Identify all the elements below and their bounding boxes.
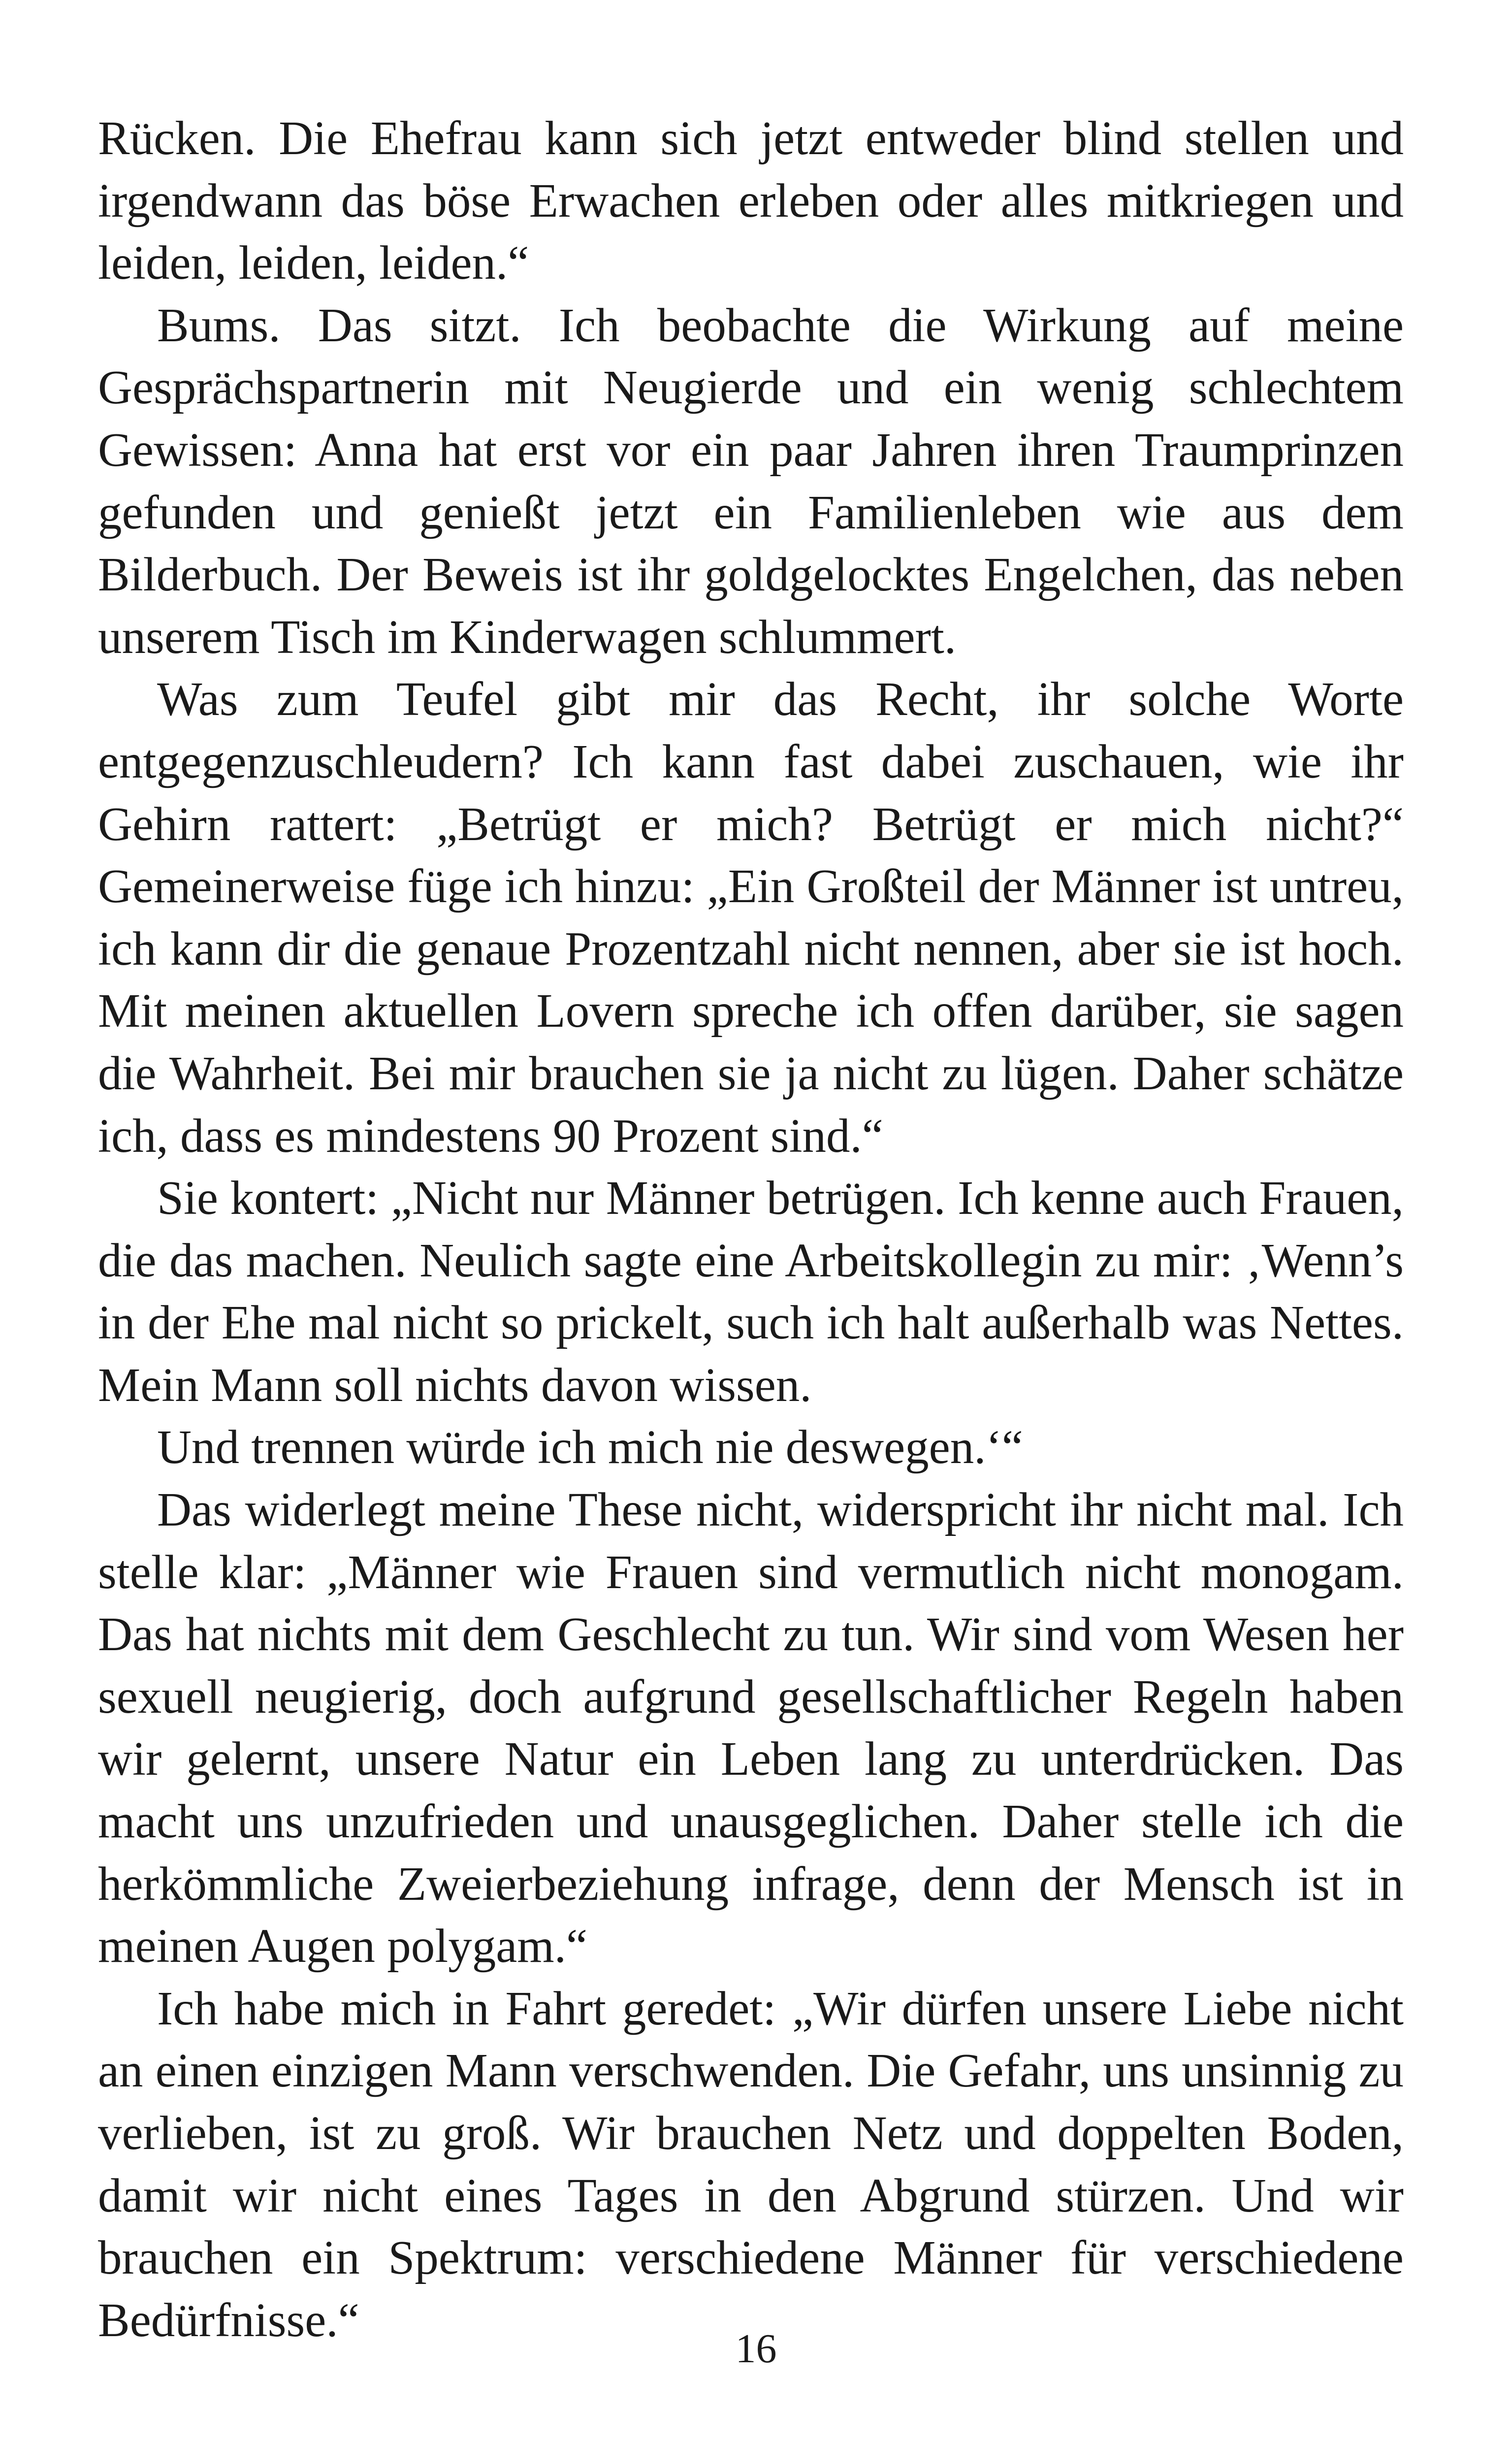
- paragraph-6: Das widerlegt meine These nicht, widerspricht ihr nicht mal. Ich stelle klar: „Männer wie Frauen sind vermutlich nicht monogam. Das hat nichts mit dem Geschlecht zu tun. Wir sind vom Wesen her sexuell neugierig, doch aufgrund gesellschaftlicher Regeln haben wir gelernt, unsere Natur ein Leben lang zu unterdrücken. Das macht uns unzufrieden und unausgeglichen. Daher stelle ich die herkömmliche Zweierbeziehung infrage, denn der Mensch ist in meinen Augen polygam.“: [98, 1483, 1404, 1973]
- paragraph-1: Rücken. Die Ehefrau kann sich jetzt entweder blind stellen und irgendwann das böse Erwachen erleben oder alles mitkriegen und leiden, leiden, leiden.“: [98, 112, 1404, 290]
- page-body: [98, 107, 1404, 2351]
- paragraph-3: Was zum Teufel gibt mir das Recht, ihr solche Worte entgegenzuschleudern? Ich kann fast dabei zuschauen, wie ihr Gehirn rattert: „Betrügt er mich? Betrügt er mich nicht?“ Gemeinerweise füge ich hinzu: „Ein Großteil der Männer ist untreu, ich kann dir die genaue Prozentzahl nicht nennen, aber sie ist hoch. Mit meinen aktuellen Lovern spreche ich offen darüber, sie sagen die Wahrheit. Bei mir brauchen sie ja nicht zu lügen. Daher schätze ich, dass es mindestens 90 Prozent sind.“: [98, 673, 1404, 1162]
- paragraph-7: Ich habe mich in Fahrt geredet: „Wir dürfen unsere Liebe nicht an einen einzigen Mann verschwenden. Die Gefahr, uns unsinnig zu verlieben, ist zu groß. Wir brauchen Netz und doppelten Boden, damit wir nicht eines Tages in den Abgrund stürzen. Und wir brauchen ein Spektrum: verschiedene Männer für verschiedene Bedürfnisse.“: [98, 1982, 1404, 2346]
- paragraph-4: Sie kontert: „Nicht nur Männer betrügen. Ich kenne auch Frauen, die das machen. Neulich sagte eine Arbeitskollegin zu mir: ‚Wenn’s in der Ehe mal nicht so prickelt, such ich halt außerhalb was Nettes. Mein Mann soll nichts davon wissen.: [98, 1172, 1404, 1411]
- paragraph-2: Bums. Das sitzt. Ich beobachte die Wirkung auf meine Gesprächspartnerin mit Neugierde und ein wenig schlechtem Gewissen: Anna hat erst vor ein paar Jahren ihren Traumprinzen gefunden und genießt jetzt ein Familienleben wie aus dem Bilderbuch. Der Beweis ist ihr goldgelocktes Engelchen, das neben unserem Tisch im Kinderwagen schlummert.: [98, 298, 1404, 663]
- paragraph-5: Und trennen würde ich mich nie deswegen.‘“: [157, 1421, 1023, 1474]
- page-number: 16: [735, 2326, 777, 2372]
